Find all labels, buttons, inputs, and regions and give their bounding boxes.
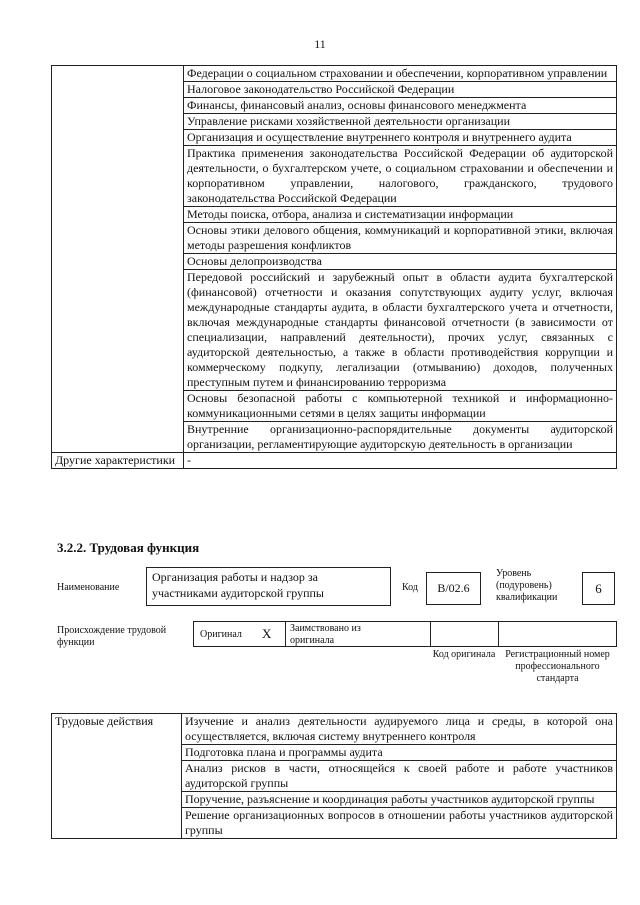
labor-actions-table xyxy=(51,713,617,839)
level-label: Уровень (подуровень) квалификации xyxy=(496,568,558,603)
table-cell: Передовой российский и зарубежный опыт в области аудита бухгалтерской (финансовой) отчетности и оказания сопутствующих аудиту услуг, включая международные стандарты аудита, в области бухгалтерского учета и отчетности, включая международные стандарты финансовой отчетности (в зависимости от специализации, направлений деятельности), прочих услуг, связанных с аудиторской деятельностью, а также в области противодействия коррупции и коммерческому подкупу, легализации (отмыванию) доходов, полученных преступным путем и финансированию терроризма xyxy=(184,270,617,391)
table-cell: Практика применения законодательства Российской Федерации об аудиторской деятельности, о бухгалтерском учете, о социальном страховании и обеспечении и корпоративном управлении, налогового, гражданского, трудового законодательства Российской Федерации xyxy=(184,146,617,207)
origin-divider xyxy=(285,621,286,647)
table-cell: Решение организационных вопросов в отношении работы участников аудиторской группы xyxy=(182,808,617,839)
code-value: B/02.6 xyxy=(426,572,481,605)
table-cell: Изучение и анализ деятельности аудируемого лица и среды, в которой она осуществляется, включая систему внутреннего контроля xyxy=(182,714,617,745)
table-cell: Федерации о социальном страховании и обеспечении, корпоративном управлении xyxy=(184,66,617,82)
table-row xyxy=(52,66,617,82)
table-cell: Основы этики делового общения, коммуникаций и корпоративной этики, включая методы разрешения конфликтов xyxy=(184,223,617,254)
level-value: 6 xyxy=(582,572,615,605)
reg-number-label: Регистрационный номер профессионального стандарта xyxy=(505,649,610,684)
table-cell: Подготовка плана и программы аудита xyxy=(182,745,617,761)
table-cell: Управление рисками хозяйственной деятельности организации xyxy=(184,114,617,130)
table-cell: Основы безопасной работы с компьютерной техникой и информационно-коммуникационными сетями в целях защиты информации xyxy=(184,391,617,422)
origin-box xyxy=(193,621,617,647)
table-cell: Поручение, разъяснение и координация работы участников аудиторской группы xyxy=(182,792,617,808)
table-cell: Финансы, финансовый анализ, основы финансового менеджмента xyxy=(184,98,617,114)
code-original-label: Код оригинала xyxy=(432,649,496,660)
borrowed-label: Заимствовано из оригинала xyxy=(290,623,361,646)
page-number: 11 xyxy=(314,37,326,51)
original-label: Оригинал xyxy=(200,629,242,640)
code-label: Код xyxy=(402,582,418,593)
origin-label: Происхождение трудовой функции xyxy=(57,625,167,648)
table-cell: Внутренние организационно-распорядительные документы аудиторской организации, регламентирующие аудиторскую деятельность в организации xyxy=(184,422,617,453)
original-mark: X xyxy=(262,626,272,641)
section-title: 3.2.2. Трудовая функция xyxy=(57,540,200,555)
table-cell: Методы поиска, отбора, анализа и систематизации информации xyxy=(184,207,617,223)
table-cell: Анализ рисков в части, относящейся к своей работе и работе участников аудиторской группы xyxy=(182,761,617,792)
other-characteristics-label: Другие характеристики xyxy=(52,453,184,469)
table-cell: Организация и осуществление внутреннего контроля и внутреннего аудита xyxy=(184,130,617,146)
name-label: Наименование xyxy=(57,582,120,593)
row-label-empty xyxy=(52,66,184,453)
labor-actions-label: Трудовые действия xyxy=(52,714,182,839)
table-row xyxy=(52,714,617,745)
name-value: Организация работы и надзор за участниками аудиторской группы xyxy=(146,567,391,606)
table-row xyxy=(52,453,617,469)
origin-divider xyxy=(430,621,431,647)
other-characteristics-value: - xyxy=(184,453,617,469)
table-cell: Основы делопроизводства xyxy=(184,254,617,270)
table-cell: Налоговое законодательство Российской Федерации xyxy=(184,82,617,98)
knowledge-table xyxy=(51,65,617,469)
origin-divider xyxy=(498,621,499,647)
